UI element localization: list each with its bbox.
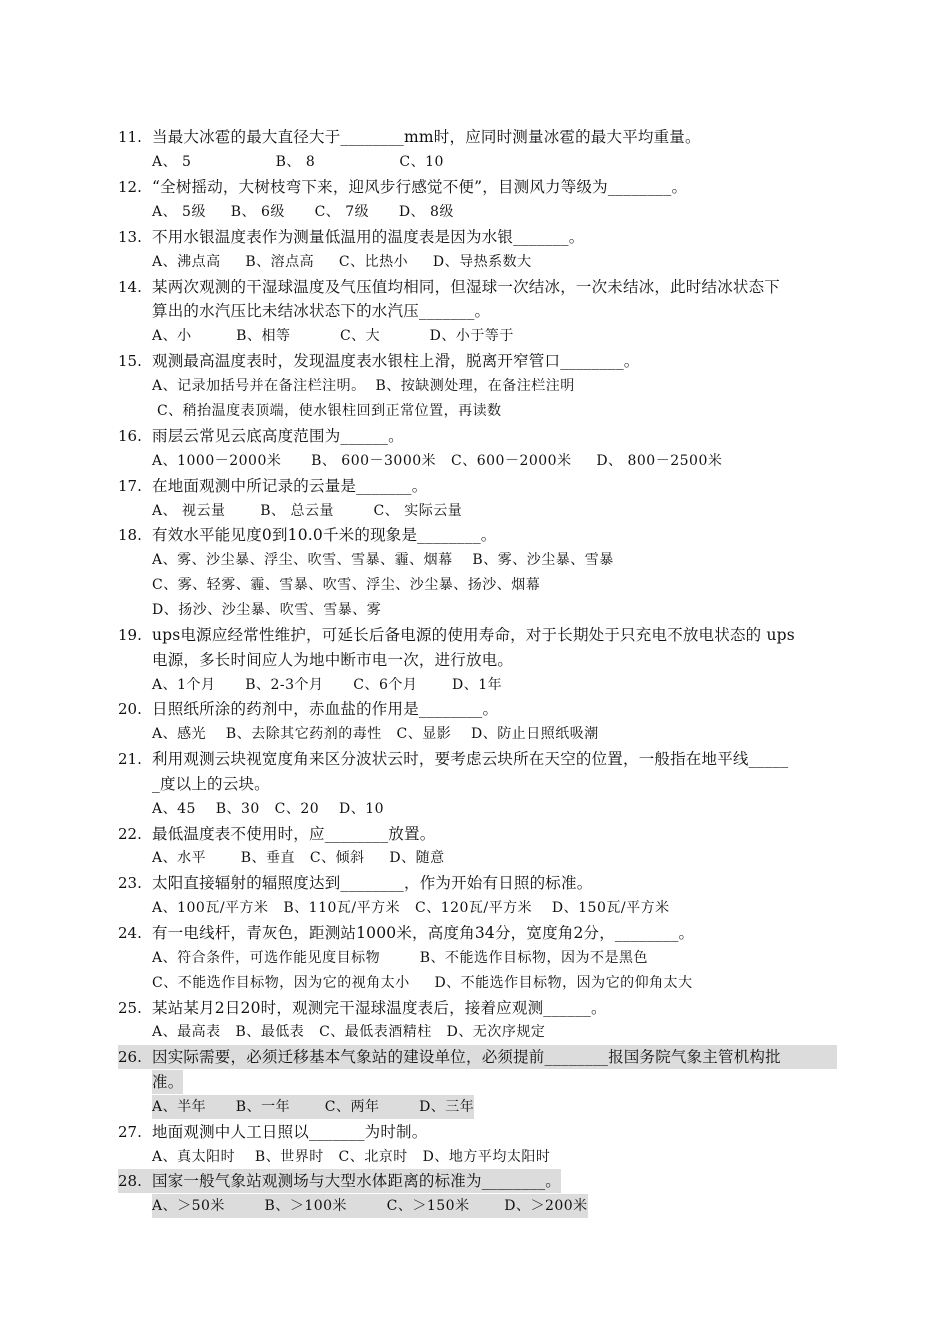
options-line: A、1个月 B、2-3个月 C、6个月 D、1年 — [152, 677, 503, 693]
options-line: A、＞50米 B、＞100米 C、＞150米 D、＞200米 — [152, 1194, 588, 1218]
question-number: 26. — [118, 1045, 152, 1069]
question-text: 不用水银温度表作为测量低温用的温度表是因为水银_______。 — [152, 228, 585, 246]
question-text: _度以上的云块。 — [152, 775, 270, 793]
question-number: 16. — [118, 427, 142, 445]
question-number: 23. — [118, 874, 142, 892]
options-line: A、 5级 B、 6级 C、 7级 D、 8级 — [152, 204, 454, 220]
question-text: 算出的水汽压比未结冰状态下的水汽压_______。 — [152, 302, 491, 320]
question-number: 12. — [118, 178, 142, 196]
options-line: A、100瓦/平方米 B、110瓦/平方米 C、120瓦/平方米 D、150瓦/平方米 — [152, 900, 670, 916]
question-number: 19. — [118, 626, 142, 644]
question-number: 21. — [118, 750, 142, 768]
question-number: 14. — [118, 278, 142, 296]
options-line: A、1000－2000米 B、 600－3000米 C、600－2000米 D、 800－2500米 — [152, 453, 723, 469]
question-text: ups电源应经常性维护，可延长后备电源的使用寿命，对于长期处于只充电不放电状态的 ups — [152, 626, 795, 644]
question-text: 地面观测中人工日照以_______为时制。 — [152, 1123, 428, 1141]
options-line: A、 5 B、 8 C、10 — [152, 154, 444, 170]
options-line: C、稍抬温度表顶端，使水银柱回到正常位置，再读数 — [152, 403, 502, 419]
options-line: A、半年 B、一年 C、两年 D、三年 — [152, 1095, 474, 1119]
options-line: D、扬沙、沙尘暴、吹雪、雪暴、雾 — [152, 602, 382, 618]
options-line: A、沸点高 B、溶点高 C、比热小 D、导热系数大 — [152, 254, 532, 270]
question-text: 雨层云常见云底高度范围为______。 — [152, 427, 404, 445]
question-number: 24. — [118, 924, 142, 942]
options-line: A、真太阳时 B、世界时 C、北京时 D、地方平均太阳时 — [152, 1149, 551, 1165]
question-number: 20. — [118, 700, 142, 718]
question-number: 11. — [118, 128, 142, 146]
question-number: 28. — [118, 1169, 152, 1193]
options-line: A、符合条件，可选作能见度目标物 B、不能选作目标物，因为不是黑色 — [152, 950, 648, 966]
question-text: 有效水平能见度0到10.0千米的现象是________。 — [152, 526, 497, 544]
question-number: 18. — [118, 526, 142, 544]
question-text: 观测最高温度表时，发现温度表水银柱上滑，脱离开窄管口________。 — [152, 352, 640, 370]
question-number: 27. — [118, 1123, 142, 1141]
question-number: 13. — [118, 228, 142, 246]
question-text: 日照纸所涂的药剂中，赤血盐的作用是________。 — [152, 700, 499, 718]
question-text: 在地面观测中所记录的云量是_______。 — [152, 477, 428, 495]
question-text: 国家一般气象站观测场与大型水体距离的标准为________。 — [152, 1169, 561, 1193]
question-text: 准。 — [152, 1070, 183, 1094]
question-text: 太阳直接辐射的辐照度达到________，作为开始有日照的标准。 — [152, 874, 593, 892]
question-text: 利用观测云块视宽度角来区分波状云时，要考虑云块所在天空的位置，一般指在地平线_____ — [152, 750, 789, 768]
options-line: A、记录加括号并在备注栏注明。 B、按缺测处理，在备注栏注明 — [152, 378, 575, 394]
options-line: A、45 B、30 C、20 D、10 — [152, 801, 385, 817]
options-line: C、雾、轻雾、霾、雪暴、吹雪、浮尘、沙尘暴、扬沙、烟幕 — [152, 577, 541, 593]
question-number: 15. — [118, 352, 142, 370]
options-line: C、不能选作目标物，因为它的视角太小 D、不能选作目标物，因为它的仰角太大 — [152, 975, 693, 991]
options-line: A、 视云量 B、 总云量 C、 实际云量 — [152, 503, 463, 519]
options-line: A、感光 B、去除其它药剂的毒性 C、显影 D、防止日照纸吸潮 — [152, 726, 599, 742]
question-number: 25. — [118, 999, 142, 1017]
question-text: 因实际需要，必须迁移基本气象站的建设单位，必须提前________报国务院气象主管机构批 — [152, 1045, 837, 1069]
question-text: 电源，多长时间应人为地中断市电一次，进行放电。 — [152, 651, 514, 669]
question-number: 22. — [118, 825, 142, 843]
question-text: 某站某月2日20时，观测完干湿球温度表后，接着应观测______。 — [152, 999, 607, 1017]
question-text: 最低温度表不使用时，应________放置。 — [152, 825, 436, 843]
question-text: 某两次观测的干湿球温度及气压值均相同，但湿球一次结冰，一次未结冰，此时结冰状态下 — [152, 278, 781, 296]
question-text: “全树摇动，大树枝弯下来，迎风步行感觉不便”，目测风力等级为________。 — [152, 178, 688, 196]
question-text: 当最大冰雹的最大直径大于________mm时，应同时测量冰雹的最大平均重量。 — [152, 128, 701, 146]
options-line: A、最高表 B、最低表 C、最低表酒精柱 D、无次序规定 — [152, 1024, 546, 1040]
options-line: A、水平 B、垂直 C、倾斜 D、随意 — [152, 850, 445, 866]
question-number: 17. — [118, 477, 142, 495]
question-text: 有一电线杆，青灰色，距测站1000米，高度角34分，宽度角2分，________。 — [152, 924, 695, 942]
options-line: A、雾、沙尘暴、浮尘、吹雪、雪暴、霾、烟幕 B、雾、沙尘暴、雪暴 — [152, 552, 614, 568]
options-line: A、小 B、相等 C、大 D、小于等于 — [152, 328, 514, 344]
